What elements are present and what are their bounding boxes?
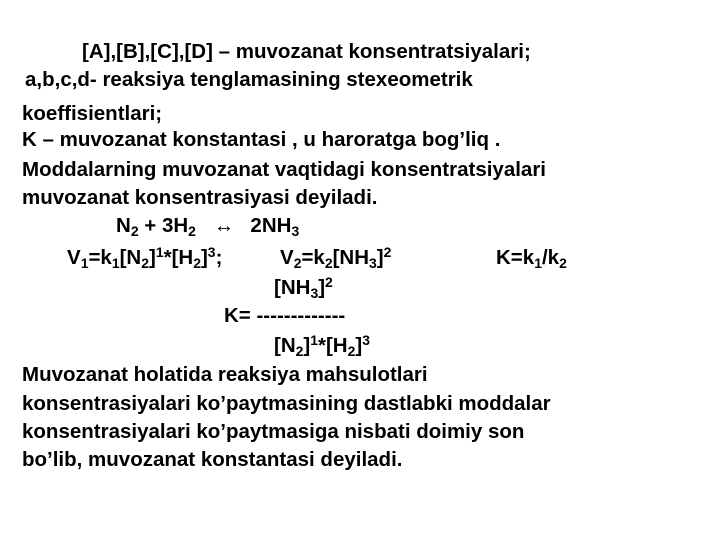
definition-line-6: muvozanat konsentrasiyasi deyiladi. <box>22 186 378 209</box>
conclusion-line-3: konsentrasiyalari ko’paytmasiga nisbati doimiy son <box>22 420 525 443</box>
conclusion-line-4: bo’lib, muvozanat konstantasi deyiladi. <box>22 448 403 471</box>
constant-ratio-expression: $K=k_1/k_2$ <box>496 246 567 271</box>
definition-line-4: K – muvozanat konstantasi , u haroratga bog’liq . <box>22 128 501 151</box>
definition-line-1: [A],[B],[C],[D] – muvozanat konsentratsiyalari; <box>82 40 531 63</box>
fraction-line: K= ------------- <box>224 304 346 327</box>
conclusion-line-2: konsentrasiyalari ko’paytmasining dastlabki moddalar <box>22 392 551 415</box>
definition-line-5: Moddalarning muvozanat vaqtidagi konsentratsiyalari <box>22 158 547 181</box>
definition-line-3: koeffisientlari; <box>22 102 163 125</box>
forward-rate-expression: $V_1=k_1[N_2]^1*[H_2]^3$; <box>67 244 223 271</box>
fraction-numerator: $[NH_3]^2$ <box>274 274 333 301</box>
definition-line-2: a,b,c,d- reaksiya tenglamasining stexeometrik <box>25 68 473 91</box>
fraction-denominator: $[N_2]^1*[H_2]^3$ <box>274 332 370 359</box>
equilibrium-arrow-icon: ↔ <box>213 214 235 237</box>
reaction-equation: $N_2 + 3H_2$ ↔ $2NH_3$ <box>116 214 300 239</box>
reverse-rate-expression: $V_2=k_2[NH_3]^2$ <box>280 244 392 271</box>
conclusion-line-1: Muvozanat holatida reaksiya mahsulotlari <box>22 363 428 386</box>
